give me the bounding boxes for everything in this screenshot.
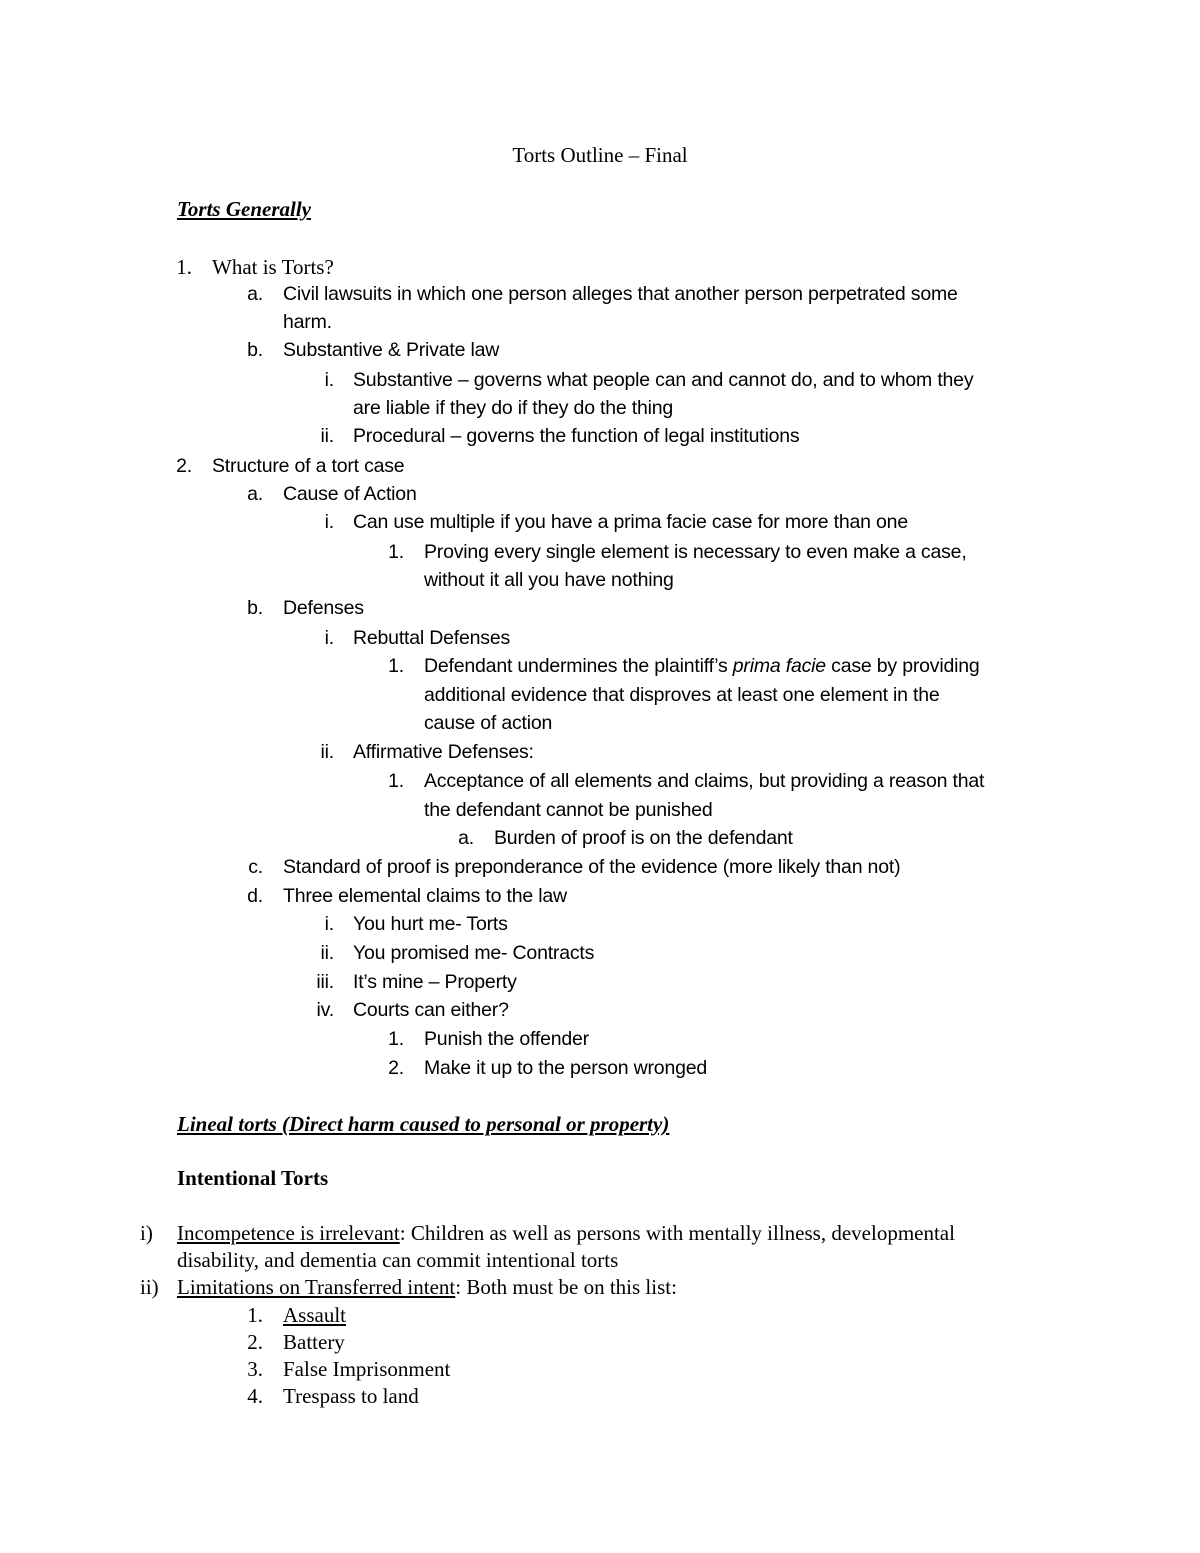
list-marker: i. (324, 511, 334, 533)
text-run: Defendant undermines the plaintiff’s (424, 655, 733, 677)
list-marker: ii. (320, 942, 334, 964)
text-run: case by providing (825, 655, 980, 677)
list-text: Substantive & Private law (283, 339, 500, 361)
text-run: : Children as well as persons with mentally illness, developmental (399, 1221, 955, 1245)
list-text: disability, and dementia can commit intentional torts (177, 1248, 619, 1272)
list-text: Trespass to land (283, 1384, 419, 1408)
list-marker: ii. (320, 741, 334, 763)
list-text: additional evidence that disproves at least one element in the (424, 684, 940, 706)
list-marker: 1. (388, 655, 404, 677)
list-text: It’s mine – Property (353, 971, 517, 993)
list-marker: b. (247, 597, 263, 619)
text-run: : Both must be on this list: (455, 1275, 677, 1299)
list-marker: iv. (316, 999, 334, 1021)
list-marker: 2. (388, 1057, 404, 1079)
list-text: the defendant cannot be punished (424, 799, 713, 821)
term-underlined: Incompetence is irrelevant (177, 1221, 400, 1245)
list-text: Punish the offender (424, 1028, 589, 1050)
section-heading-lineal-torts: Lineal torts (Direct harm caused to personal or property) (177, 1112, 670, 1136)
list-marker: iii. (316, 971, 334, 993)
list-text: Cause of Action (283, 483, 417, 505)
list-marker: 4. (247, 1384, 263, 1408)
list-marker: ii. (320, 425, 334, 447)
list-marker: 2. (176, 455, 192, 477)
list-text: Battery (283, 1330, 345, 1354)
list-text: Affirmative Defenses: (353, 741, 534, 763)
list-text: cause of action (424, 712, 553, 734)
list-marker: 3. (247, 1357, 263, 1381)
list-text: are liable if they do if they do the thing (353, 397, 674, 419)
list-marker: a. (247, 283, 263, 305)
list-marker: 1. (388, 541, 404, 563)
section-heading-torts-generally: Torts Generally (177, 197, 311, 221)
list-text (177, 1219, 955, 1248)
list-text: Civil lawsuits in which one person alleges that another person perpetrated some (283, 283, 958, 305)
list-marker: a. (247, 483, 263, 505)
list-marker: i. (324, 369, 334, 391)
list-text: Three elemental claims to the law (283, 885, 567, 907)
list-marker: 2. (247, 1330, 263, 1354)
page-title: Torts Outline – Final (512, 143, 688, 167)
list-text: Substantive – governs what people can and cannot do, and to whom they (353, 369, 974, 391)
list-text: Can use multiple if you have a prima facie case for more than one (353, 511, 908, 533)
list-text: What is Torts? (212, 255, 334, 279)
list-text: Proving every single element is necessary to even make a case, (424, 541, 967, 563)
list-marker: 1. (247, 1303, 263, 1327)
list-marker: i. (324, 913, 334, 935)
list-text: Assault (283, 1303, 346, 1327)
list-text (177, 1273, 677, 1302)
list-text: Procedural – governs the function of legal institutions (353, 425, 800, 447)
list-text: Defenses (283, 597, 364, 619)
list-text: You promised me- Contracts (353, 942, 595, 964)
list-marker: i. (324, 627, 334, 649)
list-marker: 1. (176, 255, 192, 279)
list-marker: b. (247, 339, 263, 361)
list-marker: ii) (140, 1275, 159, 1299)
list-marker: 1. (388, 770, 404, 792)
list-marker: d. (247, 885, 263, 907)
list-marker: i) (140, 1221, 153, 1245)
list-text: Standard of proof is preponderance of the evidence (more likely than not) (283, 856, 901, 878)
list-text: Courts can either? (353, 999, 509, 1021)
list-text: You hurt me- Torts (353, 913, 508, 935)
subsection-heading-intentional-torts: Intentional Torts (177, 1166, 329, 1190)
text-run-italic: prima facie (732, 655, 826, 677)
list-text: harm. (283, 311, 332, 333)
list-text: Burden of proof is on the defendant (494, 827, 793, 849)
list-text: Acceptance of all elements and claims, but providing a reason that (424, 770, 985, 792)
list-marker: a. (458, 827, 474, 849)
list-text: Structure of a tort case (212, 455, 405, 477)
list-text: Make it up to the person wronged (424, 1057, 708, 1079)
term-underlined: Limitations on Transferred intent (177, 1275, 456, 1299)
list-text (424, 652, 980, 681)
list-text: without it all you have nothing (424, 569, 674, 591)
list-text: False Imprisonment (283, 1357, 451, 1381)
list-marker: c. (248, 856, 263, 878)
list-marker: 1. (388, 1028, 404, 1050)
list-text: Rebuttal Defenses (353, 627, 511, 649)
